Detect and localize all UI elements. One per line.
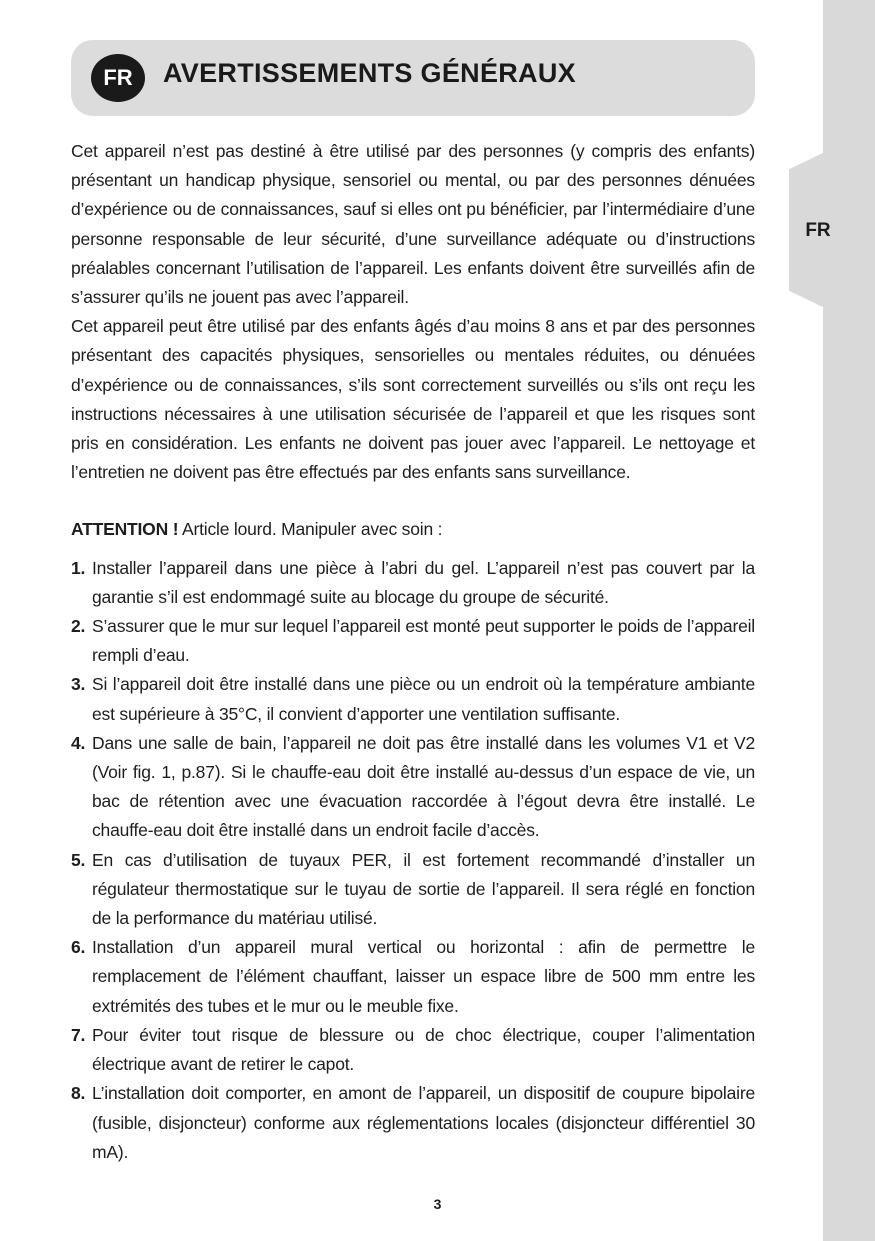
- list-item: [71, 933, 755, 1021]
- list-item-number: 7.: [71, 1024, 86, 1045]
- language-side-label: FR: [805, 220, 831, 241]
- attention-text: Article lourd. Manipuler avec soin :: [178, 519, 443, 540]
- list-item-text: Dans une salle de bain, l’appareil ne doit pas être installé dans les volumes V1 et V2 (Voir fig. 1, p.87). Si le chauffe-eau doit être installé au-dessus d’un espace de vie, un bac de rétention avec une évacuation raccordée à l’égout devra être installé. Le chauffe-eau doit être installé dans un endroit facile d’accès.: [92, 732, 755, 841]
- page-title: AVERTISSEMENTS GÉNÉRAUX: [163, 58, 576, 88]
- language-badge: FR: [91, 54, 145, 102]
- list-item: [71, 1079, 755, 1167]
- list-item-number: 4.: [71, 732, 86, 753]
- list-item-number: 3.: [71, 674, 86, 695]
- side-band: [823, 0, 875, 1241]
- intro-paragraph-2: Cet appareil peut être utilisé par des enfants âgés d’au moins 8 ans et par des personnes présentant des capacités physiques, sensorielles ou mentales réduites, ou dénuées d’expérience ou de connaissances, s’ils sont correctement surveillés ou s’ils ont reçu les instructions nécessaires à une utilisation sécurisée de l’appareil et que les risques sont pris en considération. Les enfants ne doivent pas jouer avec l’appareil. Le nettoyage et l’entretien ne doivent pas être effectués par des enfants sans surveillance.: [71, 316, 755, 483]
- instruction-list: [71, 554, 755, 1167]
- list-item-text: Si l’appareil doit être installé dans une pièce ou un endroit où la température ambiante est supérieure à 35°C, il convient d’apporter une ventilation suffisante.: [92, 674, 755, 724]
- list-item: [71, 554, 755, 612]
- attention-label: ATTENTION !: [71, 519, 179, 540]
- list-item-text: Installer l’appareil dans une pièce à l’abri du gel. L’appareil n’est pas couvert par la garantie s’il est endommagé suite au blocage du groupe de sécurité.: [92, 557, 755, 607]
- list-item-number: 6.: [71, 937, 86, 958]
- list-item: [71, 846, 755, 934]
- section-header: [71, 40, 755, 116]
- list-item: [71, 1021, 755, 1079]
- list-item-text: L’installation doit comporter, en amont de l’appareil, un dispositif de coupure bipolaire (fusible, disjoncteur) conforme aux réglementations locales (disjoncteur différentiel 30 mA).: [92, 1083, 755, 1162]
- list-item-text: Installation d’un appareil mural vertical ou horizontal : afin de permettre le remplacement de l’élément chauffant, laisser un espace libre de 500 mm entre les extrémités des tubes et le mur ou le meuble fixe.: [92, 937, 755, 1016]
- list-item: [71, 612, 755, 670]
- list-item-number: 5.: [71, 849, 86, 870]
- list-item-number: 2.: [71, 616, 86, 637]
- intro-paragraph-1: Cet appareil n’est pas destiné à être utilisé par des personnes (y compris des enfants) présentant un handicap physique, sensoriel ou mental, ou par des personnes dénuées d’expérience ou de connaissances, sauf si elles ont pu bénéficier, par l’intermédiaire d’une personne responsable de leur sécurité, d’une surveillance adéquate ou d’instructions préalables concernant l’utilisation de l’appareil. Les enfants doivent être surveillés afin de s’assurer qu’ils ne jouent pas avec l’appareil.: [71, 141, 755, 308]
- page-number: 3: [433, 1196, 442, 1212]
- attention-line: [71, 515, 755, 544]
- list-item-number: 1.: [71, 557, 86, 578]
- list-item-text: S’assurer que le mur sur lequel l’appareil est monté peut supporter le poids de l’appareil rempli d’eau.: [92, 616, 755, 666]
- warnings-content: [71, 137, 755, 1167]
- list-item-text: Pour éviter tout risque de blessure ou de choc électrique, couper l’alimentation électrique avant de retirer le capot.: [92, 1024, 755, 1075]
- list-item-number: 8.: [71, 1083, 86, 1104]
- list-item: [71, 729, 755, 846]
- list-item-text: En cas d’utilisation de tuyaux PER, il est fortement recommandé d’installer un régulateur thermostatique sur le tuyau de sortie de l’appareil. Il sera réglé en fonction de la performance du matériau utilisé.: [92, 849, 755, 929]
- list-item: [71, 670, 755, 728]
